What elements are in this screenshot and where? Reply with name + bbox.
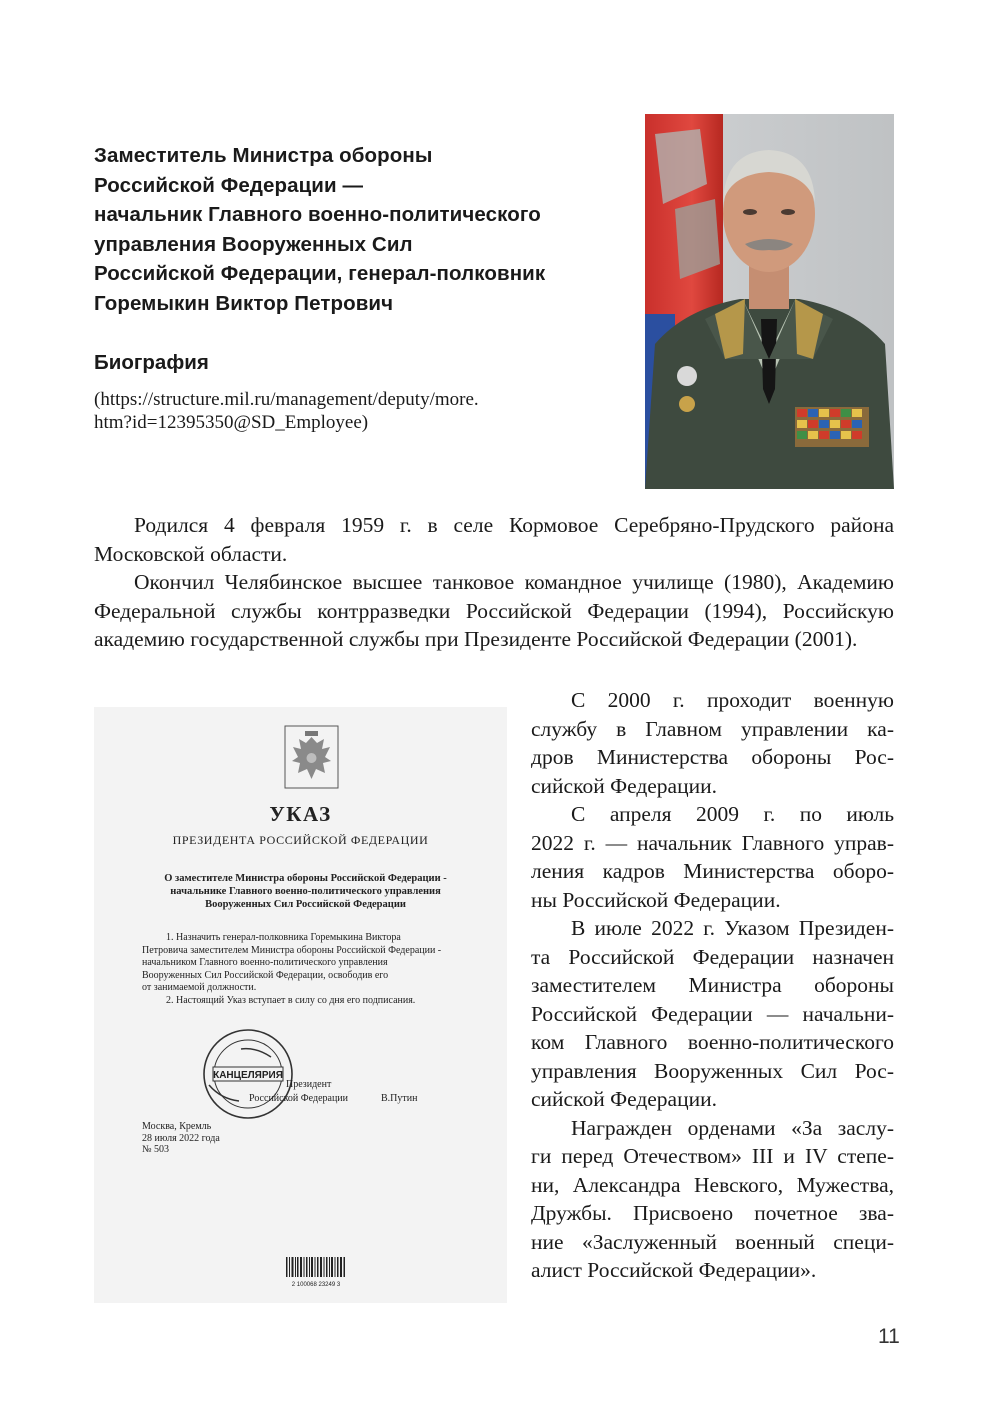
signer-name: В.Путин <box>381 1093 418 1104</box>
text-line: С апреля 2009 г. по июль <box>571 802 894 826</box>
paragraph-appointment <box>531 914 894 1114</box>
text-line: сийской Федерации. <box>531 1087 717 1111</box>
barcode-number: 2 100068 23249 3 <box>291 1282 341 1288</box>
text-line: ние «Заслуженный военный специ- <box>531 1229 894 1254</box>
biography-heading: Биография <box>94 351 209 374</box>
title-line: Российской Федерации, генерал-полковник <box>94 262 546 285</box>
barcode <box>286 1255 346 1289</box>
paragraph-service-2000 <box>531 686 894 800</box>
decree-body-line: от занимаемой должности. <box>142 982 257 994</box>
paragraph-awards <box>531 1114 894 1285</box>
portrait-photo <box>645 114 894 489</box>
text-line: заместителем Министра обороны <box>531 973 894 997</box>
title-line: управления Вооруженных Сил <box>94 232 413 256</box>
text-line: управления Вооруженных Сил Рос- <box>531 1058 894 1083</box>
decree-body-line: 1. Назначить генерал-полковника Горемыкина Виктора <box>166 932 401 943</box>
career-column <box>531 686 894 1285</box>
official-title <box>94 141 614 318</box>
coat-of-arms-icon <box>284 725 339 789</box>
title-line: Горемыкин Виктор Петрович <box>94 291 394 315</box>
stamp-label: КАНЦЕЛЯРИЯ <box>213 1070 283 1081</box>
paragraph-birth: Родился 4 февраля 1959 г. в селе Кормовое Серебряно-Прудского района Московской области. <box>94 513 894 566</box>
signature-country: Российской Федерации <box>249 1093 349 1104</box>
decree-issuer: ПРЕЗИДЕНТА РОССИЙСКОЙ ФЕДЕРАЦИИ <box>172 833 429 847</box>
source-link[interactable] <box>94 388 574 434</box>
text-line: 2022 г. — начальник Главного управ- <box>531 830 894 855</box>
source-link-line: htm?id=12395350@SD_Employee) <box>94 412 369 433</box>
paragraph-service-2009 <box>531 800 894 914</box>
text-line: ни, Александра Невского, Мужества, <box>531 1172 894 1197</box>
decree-body-line: Вооруженных Сил Российской Федерации, освободив его <box>142 969 389 981</box>
title-line: начальник Главного военно-политического <box>94 203 541 226</box>
text-line: службу в Главном управлении ка- <box>531 716 894 741</box>
decree-subject-line: начальнике Главного военно-политического управления <box>170 886 441 897</box>
page-number: 11 <box>878 1325 900 1348</box>
text-line: дров Министерства обороны Рос- <box>531 745 894 769</box>
decree-body-line: Петровича заместителем Министра обороны Российской Федерации - <box>142 944 442 956</box>
text-line: ления кадров Министерства оборо- <box>531 859 894 883</box>
text-line: ком Главного военно-политического <box>531 1030 894 1054</box>
intro-paragraphs <box>94 511 894 654</box>
decree-place-line: № 503 <box>142 1144 170 1155</box>
text-line: В июле 2022 г. Указом Президен- <box>571 916 894 940</box>
decree-image <box>94 707 507 1303</box>
text-line: ги перед Отечеством» III и IV степе- <box>531 1144 894 1168</box>
signature-title: Президент <box>286 1079 332 1090</box>
title-line: Российской Федерации — <box>94 173 364 197</box>
text-line: С 2000 г. проходит военную <box>571 688 894 712</box>
text-line: сийской Федерации. <box>531 773 717 798</box>
text-line: Награжден орденами «За заслу- <box>571 1115 894 1140</box>
paragraph-education: Окончил Челябинское высшее танковое командное училище (1980), Академию Федеральной службы контрразведки Российской Федерации (1994), Российскую академию государственной службы при Президенте Российской Федерации (2001). <box>94 570 894 651</box>
text-line: алист Российской Федерации». <box>531 1258 817 1282</box>
decree-subject-line: О заместителе Министра обороны Российской Федерации - <box>164 873 447 884</box>
text-line: ны Российской Федерации. <box>531 887 781 912</box>
source-link-line: (https://structure.mil.ru/management/deputy/more. <box>94 389 479 410</box>
decree-subject-line: Вооруженных Сил Российской Федерации <box>205 899 406 910</box>
text-line: Российской Федерации — начальни- <box>531 1001 894 1026</box>
decree-place-line: Москва, Кремль <box>142 1121 212 1132</box>
text-line: Дружбы. Присвоено почетное зва- <box>531 1201 894 1225</box>
text-line: та Российской Федерации назначен <box>531 944 894 969</box>
decree-title: УКАЗ <box>269 802 332 826</box>
decree-place-date <box>142 1121 220 1156</box>
title-line: Заместитель Министра обороны <box>94 144 433 167</box>
decree-place-line: 28 июля 2022 года <box>142 1132 220 1144</box>
decree-subject <box>134 872 477 911</box>
decree-body-line: 2. Настоящий Указ вступает в силу со дня его подписания. <box>166 994 416 1006</box>
decree-body-line: начальником Главного военно-политического управления <box>142 957 388 969</box>
chancellery-stamp <box>201 1027 295 1121</box>
decree-body <box>142 932 483 1008</box>
